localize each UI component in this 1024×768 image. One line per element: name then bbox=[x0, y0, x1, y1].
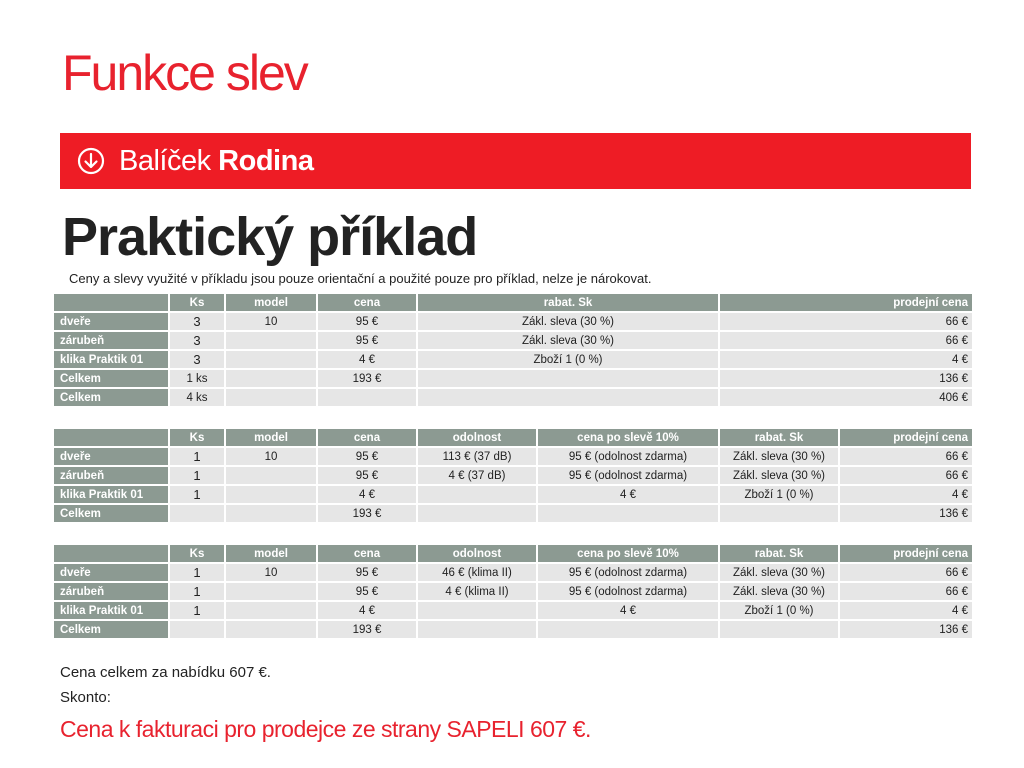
header-cell bbox=[53, 428, 169, 447]
row-label: Celkem bbox=[53, 620, 169, 639]
table-cell: 95 € (odolnost zdarma) bbox=[537, 563, 719, 582]
table-cell: Zákl. sleva (30 %) bbox=[417, 331, 719, 350]
table-cell bbox=[719, 620, 839, 639]
header-cell: cena bbox=[317, 544, 417, 563]
header-cell: model bbox=[225, 544, 317, 563]
table-cell: 4 ks bbox=[169, 388, 225, 407]
table-cell: Zákl. sleva (30 %) bbox=[719, 582, 839, 601]
table-row bbox=[53, 447, 973, 466]
table-cell: Zboží 1 (0 %) bbox=[719, 601, 839, 620]
table-cell bbox=[719, 504, 839, 523]
table-row bbox=[53, 331, 973, 350]
header-cell: Ks bbox=[169, 293, 225, 312]
table-cell: 406 € bbox=[719, 388, 973, 407]
header-cell: Ks bbox=[169, 544, 225, 563]
table-cell: 1 bbox=[169, 447, 225, 466]
table-cell: 95 € (odolnost zdarma) bbox=[537, 447, 719, 466]
table-cell: 95 € bbox=[317, 582, 417, 601]
table-cell bbox=[417, 369, 719, 388]
slide-title: Funkce slev bbox=[62, 45, 307, 101]
table-cell: 4 € (klima II) bbox=[417, 582, 537, 601]
header-cell: rabat. Sk bbox=[719, 428, 839, 447]
price-table-basic bbox=[52, 292, 974, 408]
table-cell: 4 € bbox=[719, 350, 973, 369]
table-cell bbox=[417, 504, 537, 523]
row-label: Celkem bbox=[53, 388, 169, 407]
table-cell: 4 € bbox=[317, 350, 417, 369]
table-cell: 113 € (37 dB) bbox=[417, 447, 537, 466]
table-cell: 3 bbox=[169, 350, 225, 369]
table-cell: 66 € bbox=[839, 582, 973, 601]
row-label: klika Praktik 01 bbox=[53, 485, 169, 504]
table-cell: 95 € (odolnost zdarma) bbox=[537, 582, 719, 601]
table-header-row bbox=[53, 428, 973, 447]
price-table-acoustic bbox=[52, 427, 974, 524]
table-cell: 136 € bbox=[839, 620, 973, 639]
table-cell bbox=[417, 388, 719, 407]
table-cell: 4 € bbox=[537, 601, 719, 620]
invoice-price: Cena k fakturaci pro prodejce ze strany SAPELI 607 €. bbox=[60, 716, 591, 742]
table-cell: 193 € bbox=[317, 504, 417, 523]
header-cell: cena po slevě 10% bbox=[537, 428, 719, 447]
table-cell bbox=[537, 504, 719, 523]
table-cell bbox=[225, 504, 317, 523]
table-cell bbox=[417, 485, 537, 504]
table-row bbox=[53, 369, 973, 388]
header-cell: model bbox=[225, 428, 317, 447]
table-cell bbox=[225, 466, 317, 485]
table-cell: 1 ks bbox=[169, 369, 225, 388]
table-row bbox=[53, 582, 973, 601]
table-row bbox=[53, 466, 973, 485]
header-cell: rabat. Sk bbox=[417, 293, 719, 312]
table-cell bbox=[317, 388, 417, 407]
table-cell bbox=[225, 601, 317, 620]
row-label: Celkem bbox=[53, 369, 169, 388]
table-cell bbox=[225, 350, 317, 369]
table-cell: 136 € bbox=[839, 504, 973, 523]
row-label: zárubeň bbox=[53, 466, 169, 485]
header-cell: cena po slevě 10% bbox=[537, 544, 719, 563]
table-cell: 3 bbox=[169, 331, 225, 350]
banner-text bbox=[119, 145, 313, 178]
table-cell bbox=[169, 620, 225, 639]
table-cell: 3 bbox=[169, 312, 225, 331]
table-cell: 4 € (37 dB) bbox=[417, 466, 537, 485]
table-cell: Zákl. sleva (30 %) bbox=[719, 447, 839, 466]
table-cell bbox=[225, 620, 317, 639]
header-cell: prodejní cena bbox=[839, 544, 973, 563]
table-cell: 95 € bbox=[317, 466, 417, 485]
header-cell: cena bbox=[317, 293, 417, 312]
table-header-row bbox=[53, 293, 973, 312]
header-cell: prodejní cena bbox=[719, 293, 973, 312]
table-cell bbox=[225, 485, 317, 504]
table-cell bbox=[537, 620, 719, 639]
table-cell: 4 € bbox=[537, 485, 719, 504]
package-banner bbox=[60, 133, 971, 189]
table-row bbox=[53, 485, 973, 504]
table-row bbox=[53, 312, 973, 331]
header-cell: cena bbox=[317, 428, 417, 447]
table-cell bbox=[225, 369, 317, 388]
section-heading: Praktický příklad bbox=[62, 207, 478, 267]
table-header-row bbox=[53, 544, 973, 563]
table-cell: 95 € bbox=[317, 312, 417, 331]
table-cell: 66 € bbox=[719, 331, 973, 350]
header-cell: rabat. Sk bbox=[719, 544, 839, 563]
disclaimer-note: Ceny a slevy využité v příkladu jsou pouze orientační a použité pouze pro příklad, nelze je nárokovat. bbox=[69, 271, 652, 286]
table-cell: 95 € bbox=[317, 563, 417, 582]
banner-prefix: Balíček bbox=[119, 144, 211, 177]
table-cell: 4 € bbox=[317, 485, 417, 504]
table-cell: 95 € (odolnost zdarma) bbox=[537, 466, 719, 485]
table-cell: 4 € bbox=[839, 601, 973, 620]
table-cell: Zboží 1 (0 %) bbox=[417, 350, 719, 369]
table-cell: 66 € bbox=[719, 312, 973, 331]
table-cell: 1 bbox=[169, 466, 225, 485]
table-cell: 1 bbox=[169, 563, 225, 582]
table-cell: 136 € bbox=[719, 369, 973, 388]
header-cell: Ks bbox=[169, 428, 225, 447]
table-cell: 1 bbox=[169, 582, 225, 601]
table-cell: Zboží 1 (0 %) bbox=[719, 485, 839, 504]
table-cell: 95 € bbox=[317, 331, 417, 350]
table-row bbox=[53, 388, 973, 407]
skonto-label: Skonto: bbox=[60, 689, 111, 706]
table-row bbox=[53, 601, 973, 620]
table-cell: Zákl. sleva (30 %) bbox=[719, 466, 839, 485]
table-cell: 4 € bbox=[317, 601, 417, 620]
table-cell: 66 € bbox=[839, 447, 973, 466]
row-label: dveře bbox=[53, 312, 169, 331]
banner-package-name: Rodina bbox=[218, 144, 314, 177]
table-cell: 1 bbox=[169, 601, 225, 620]
header-cell bbox=[53, 544, 169, 563]
table-row bbox=[53, 504, 973, 523]
table-cell: Zákl. sleva (30 %) bbox=[417, 312, 719, 331]
table-cell: 46 € (klima II) bbox=[417, 563, 537, 582]
row-label: dveře bbox=[53, 563, 169, 582]
table-cell bbox=[225, 582, 317, 601]
row-label: klika Praktik 01 bbox=[53, 350, 169, 369]
table-cell: 95 € bbox=[317, 447, 417, 466]
header-cell: prodejní cena bbox=[839, 428, 973, 447]
table-cell: 193 € bbox=[317, 369, 417, 388]
row-label: Celkem bbox=[53, 504, 169, 523]
table-cell: 1 bbox=[169, 485, 225, 504]
header-cell: odolnost bbox=[417, 428, 537, 447]
header-cell: model bbox=[225, 293, 317, 312]
table-cell: 10 bbox=[225, 563, 317, 582]
table-cell: 66 € bbox=[839, 466, 973, 485]
table-cell: 10 bbox=[225, 447, 317, 466]
row-label: zárubeň bbox=[53, 331, 169, 350]
table-cell: 193 € bbox=[317, 620, 417, 639]
table-cell: 4 € bbox=[839, 485, 973, 504]
offer-total: Cena celkem za nabídku 607 €. bbox=[60, 664, 271, 681]
table-cell bbox=[417, 620, 537, 639]
table-row bbox=[53, 350, 973, 369]
table-cell: 10 bbox=[225, 312, 317, 331]
table-cell: Zákl. sleva (30 %) bbox=[719, 563, 839, 582]
row-label: klika Praktik 01 bbox=[53, 601, 169, 620]
table-cell bbox=[417, 601, 537, 620]
circle-down-arrow-icon bbox=[77, 147, 105, 175]
table-cell bbox=[225, 331, 317, 350]
table-row bbox=[53, 563, 973, 582]
header-cell bbox=[53, 293, 169, 312]
row-label: dveře bbox=[53, 447, 169, 466]
table-cell bbox=[169, 504, 225, 523]
table-cell: 66 € bbox=[839, 563, 973, 582]
row-label: zárubeň bbox=[53, 582, 169, 601]
table-row bbox=[53, 620, 973, 639]
header-cell: odolnost bbox=[417, 544, 537, 563]
table-cell bbox=[225, 388, 317, 407]
price-table-climate bbox=[52, 543, 974, 640]
